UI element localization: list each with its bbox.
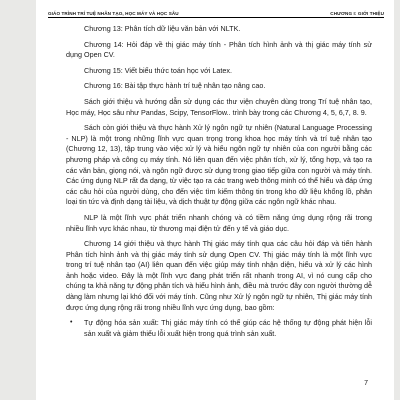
paragraph: Chương 14: Hỏi đáp về thị giác máy tính - Phân tích hình ảnh và thị giác máy tính sử dụng Open CV.	[66, 39, 372, 60]
page-body	[66, 24, 372, 339]
page-number: 7	[364, 380, 368, 387]
paragraph: Chương 15: Viết biểu thức toán học với Latex.	[84, 65, 232, 75]
paragraph: Chương 13: Phân tích dữ liệu văn bản với NLTK.	[84, 24, 241, 33]
running-header	[48, 2, 384, 18]
list-item	[66, 318, 372, 339]
header-chapter-title: CHƯƠNG I: GIỚI THIỆU	[330, 11, 384, 16]
book-page	[36, 0, 394, 400]
paragraph: Chương 14 giới thiệu và thực hành Thị giác máy tính qua các câu hỏi đáp và tiến hành Phân tích hình ảnh và thị giác máy tính sử dụng Open CV. Thị giác máy tính là một lĩnh vực trong trí tuệ nhân tạo (AI) liên quan đến việc giúp máy tính nhận diện, hiểu và xử lý các hình ảnh hoặc video. Đây là một lĩnh vực đang phát triển rất nhanh trong AI, vì nó cung cấp cho chúng ta khả năng tự động phân tích và hiểu hình ảnh, điều mà trước đây con người thường dễ dàng làm nhưng lại khó đối với máy tính. Cũng như Xử lý ngôn ngữ tự nhiên, Thị giác máy tính được ứng dụng rộng rãi trong nhiều lĩnh vực ứng dụng, bao gồm:	[66, 239, 372, 312]
paragraph: Sách còn giới thiệu và thực hành Xử lý ngôn ngữ tự nhiên (Natural Language Processing - NLP) là một trong những lĩnh vực quan trọng trong khoa học máy tính và trí tuệ nhân tạo (Chương 12, 13), tập trung vào việc xử lý và hiểu ngôn ngữ tự nhiên của con người bằng các phương pháp và công cụ máy tính. Nó liên quan đến việc phân tích, xử lý, tổng hợp, và tạo ra các văn bản, giọng nói, và ngôn ngữ được sử dụng trong giao tiếp giữa con người và máy tính. Các ứng dụng NLP rất đa dạng, từ việc tạo ra các trang web thông minh có thể hiểu và đáp ứng các câu hỏi của người dùng, cho đến việc tìm kiếm thông tin trong kho dữ liệu khổng lồ, phân loại tin tức và định dạng tài liệu, và dịch thuật tự động giữa các ngôn ngữ khác nhau.	[66, 123, 372, 207]
paragraph: Chương 16: Bài tập thực hành trí tuệ nhân tạo nâng cao.	[84, 81, 266, 91]
paragraph: Sách giới thiệu và hướng dẫn sử dụng các thư viện chuyên dùng trong Trí tuệ nhân tạo, Học máy, Học sâu như Pandas, Scipy, TensorFlow.. trình bày trong các Chương 4, 5, 6,7, 8. 9.	[66, 96, 372, 117]
header-book-title: GIÁO TRÌNH TRÍ TUỆ NHÂN TẠO, HỌC MÁY VÀ HỌC SÂU	[48, 11, 179, 16]
paragraph: NLP là một lĩnh vực phát triển nhanh chóng và có tiềm năng ứng dụng rộng rãi trong nhiều lĩnh vực khác nhau, từ thương mại điện tử đến y tế và giáo dục.	[66, 212, 372, 233]
list-item-text: Tự động hóa sản xuất: Thị giác máy tính có thể giúp các hệ thống tự động phát hiện lỗi sản xuất và giảm thiểu lỗi xuất hiện trong quá trình sản xuất.	[84, 318, 372, 338]
bullet-icon: •	[70, 319, 73, 327]
